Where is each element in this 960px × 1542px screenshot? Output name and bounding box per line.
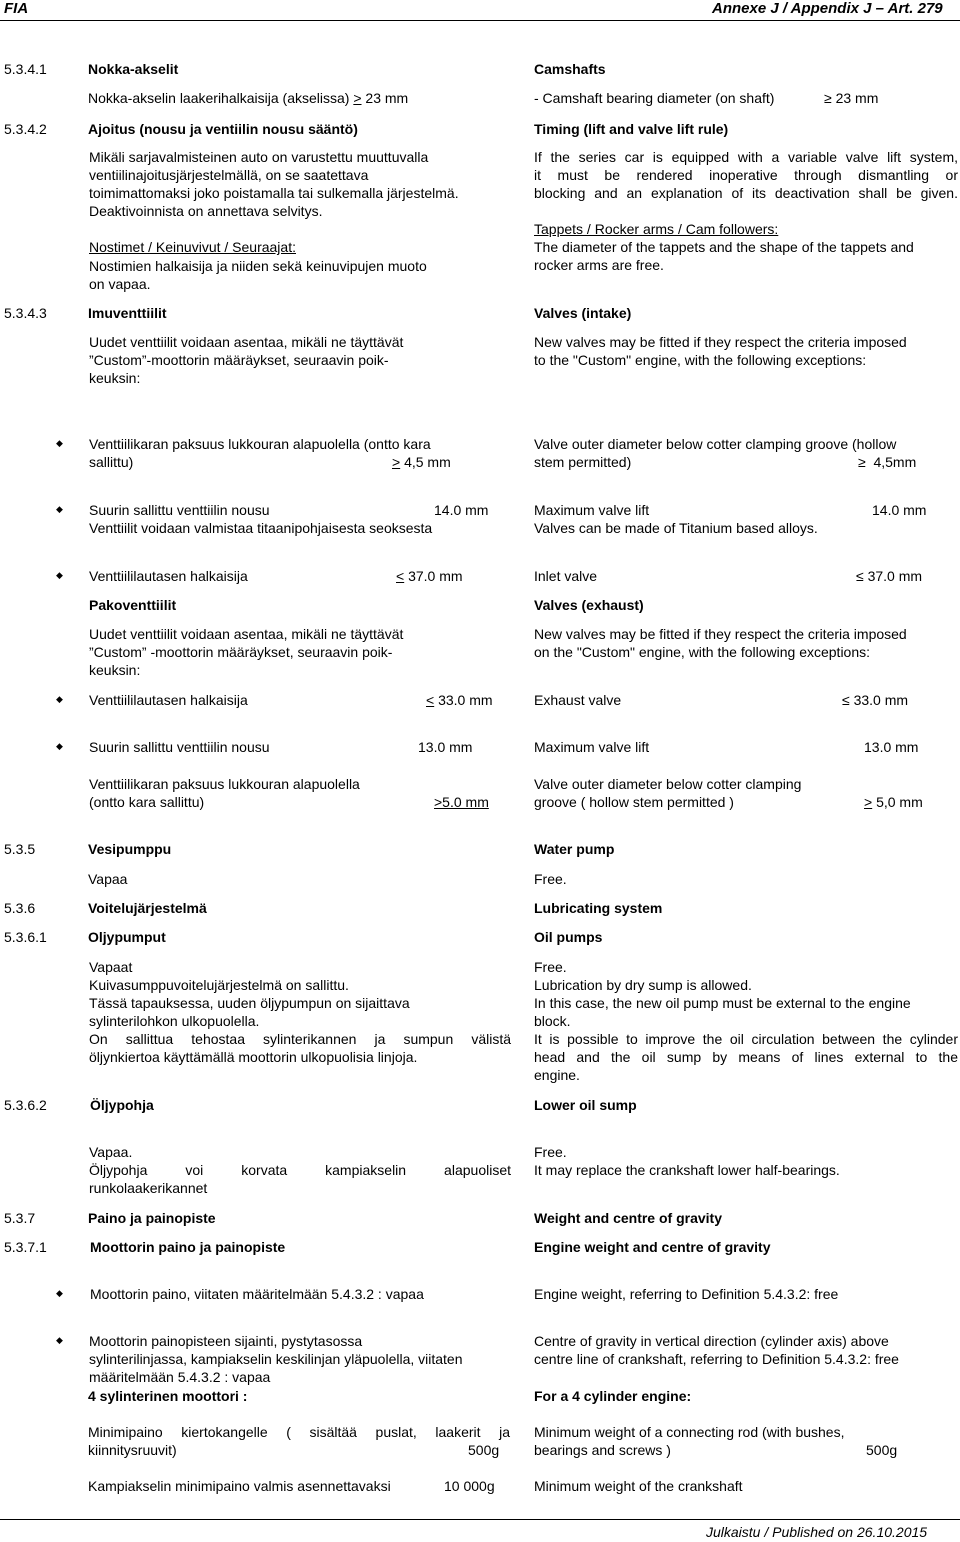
section-number: 5.3.6.1 — [4, 929, 47, 945]
bullet-text-en: Inlet valve — [534, 568, 598, 584]
text-fi: Venttiilit voidaan valmistaa titaanipohjaisesta seoksesta — [89, 520, 433, 536]
text-fi: Nokka-akselin laakerihalkaisija (akselissa) > 23 mm — [88, 90, 409, 106]
value-fi: < 37.0 mm — [396, 568, 463, 584]
section-title-fi: Öljypohja — [90, 1097, 154, 1113]
section-title-fi: Imuventtiilit — [88, 305, 167, 321]
footer-rule — [0, 1519, 960, 1520]
section-title-fi: Paino ja painopiste — [88, 1210, 216, 1226]
section-title-fi: Pakoventtiilit — [89, 597, 177, 613]
section-title-en: Oil pumps — [534, 929, 603, 945]
bullet-text-fi: Venttiililautasen halkaisija — [89, 692, 248, 708]
section-number: 5.3.5 — [4, 841, 36, 857]
section-title-en: Timing (lift and valve lift rule) — [534, 121, 729, 137]
bullet-text-fi: Venttiilikaran paksuus lukkouran alapuolella (ontto kara sallittu) — [89, 436, 431, 470]
paragraph-fi: Mikäli sarjavalmisteinen auto on varustettu muuttuvalla ventiilinajoitusjärjestelmällä, on se saatettava toimimattomaksi joko poistamalla tai sulkemalla järjestelmä. Deaktivoinnista on annettava selvitys. — [89, 149, 459, 219]
bullet-text-en: Valve outer diameter below cotter clamping groove (hollow stem permitted) — [534, 436, 897, 470]
section-title-fi: Oljypumput — [88, 929, 166, 945]
paragraph-fi: Nostimien halkaisija ja niiden sekä keinuvipujen muoto on vapaa. — [89, 258, 427, 292]
text-fi: Vapaa — [88, 871, 128, 887]
value-fi: 10 000g — [444, 1478, 495, 1494]
paragraph-fi: Vapaat Kuivasumppuvoitelujärjestelmä on sallittu. Tässä tapauksessa, uuden öljypumpun on sijaittava sylinterilohkon ulkopuolella. On sallittua tehostaa sylinterikannen ja sumpun välistä öljynkiertoa käyttämällä moottorin ulkopuolisia linjoja. — [89, 959, 511, 1065]
text-en: Free. — [534, 871, 567, 887]
bullet-text-fi: Venttiililautasen halkaisija — [89, 568, 248, 584]
value-en: 14.0 mm — [872, 502, 927, 518]
text-en: - Camshaft bearing diameter (on shaft) — [534, 90, 775, 106]
bullet-text-fi: Suurin sallittu venttiilin nousu — [89, 739, 270, 755]
value-fi: >5.0 mm — [434, 794, 489, 810]
bullet-icon: ◆ — [56, 694, 63, 704]
subheading-en: For a 4 cylinder engine: — [534, 1388, 692, 1404]
header-rule — [0, 20, 960, 21]
value-fi: 13.0 mm — [418, 739, 473, 755]
value-en: ≤ 37.0 mm — [856, 568, 923, 584]
bullet-icon: ◆ — [56, 504, 63, 514]
paragraph-fi: Uudet venttiilit voidaan asentaa, mikäli ne täyttävät ”Custom”-moottorin määräykset, seuraavin poik- keuksin: — [89, 334, 404, 386]
bullet-icon: ◆ — [56, 741, 63, 751]
bullet-icon: ◆ — [56, 1288, 63, 1298]
value-en: > 5,0 mm — [864, 794, 923, 810]
text-en: Valve outer diameter below cotter clamping groove ( hollow stem permitted ) — [534, 776, 802, 810]
bullet-text-en: Maximum valve lift — [534, 739, 650, 755]
value-en: ≥ 23 mm — [824, 90, 879, 106]
bullet-icon: ◆ — [56, 570, 63, 580]
section-number: 5.3.6.2 — [4, 1097, 47, 1113]
section-number: 5.3.4.1 — [4, 61, 47, 77]
bullet-text-fi: Suurin sallittu venttiilin nousu — [89, 502, 270, 518]
header-annex: Annexe J / Appendix J – Art. 279 — [712, 0, 943, 17]
text-fi: Kampiakselin minimipaino valmis asennettavaksi — [88, 1478, 391, 1494]
bullet-text-en: Exhaust valve — [534, 692, 622, 708]
section-title-fi: Vesipumppu — [88, 841, 172, 857]
section-title-en: Valves (exhaust) — [534, 597, 644, 613]
subheading-fi: Nostimet / Keinuvivut / Seuraajat: — [89, 239, 296, 255]
bullet-text-en: Engine weight, referring to Definition 5.4.3.2: free — [534, 1286, 839, 1302]
value-fi: 500g — [468, 1442, 500, 1458]
bullet-text-fi: Moottorin painopisteen sijainti, pystytasossa sylinterilinjassa, kampiakselin keskilinjan yläpuolella, viitaten määritelmään 5.4.3.2 : vapaa — [89, 1333, 463, 1385]
header-fia: FIA — [4, 0, 29, 17]
section-number: 5.3.7.1 — [4, 1239, 47, 1255]
paragraph-fi: Uudet venttiilit voidaan asentaa, mikäli ne täyttävät ”Custom” -moottorin määräykset, seuraavin poik- keuksin: — [89, 626, 404, 678]
bullet-icon: ◆ — [56, 438, 63, 448]
paragraph-en: Free. Lubrication by dry sump is allowed. In this case, the new oil pump must be external to the engine block. It is possible to improve the oil circulation between the cylinder head and the oil sump by means of lines external to the engine. — [534, 959, 958, 1083]
section-number: 5.3.4.2 — [4, 121, 47, 137]
section-title-fi: Nokka-akselit — [88, 61, 179, 77]
paragraph-fi: Vapaa. Öljypohja voi korvata kampiakselin alapuoliset runkolaakerikannet — [89, 1144, 511, 1196]
section-title-en: Camshafts — [534, 61, 606, 77]
paragraph-en: New valves may be fitted if they respect the criteria imposed to the "Custom" engine, with the following exceptions: — [534, 334, 907, 368]
section-title-en: Engine weight and centre of gravity — [534, 1239, 771, 1255]
section-title-en: Valves (intake) — [534, 305, 632, 321]
text-fi: Venttiilikaran paksuus lukkouran alapuolella (ontto kara sallittu) — [89, 776, 360, 810]
text-en: Valves can be made of Titanium based alloys. — [534, 520, 818, 536]
text-en: Minimum weight of a connecting rod (with bushes, bearings and screws ) — [534, 1424, 845, 1458]
section-number: 5.3.4.3 — [4, 305, 47, 321]
bullet-text-en: Maximum valve lift — [534, 502, 650, 518]
section-title-fi: Voitelujärjestelmä — [88, 900, 207, 916]
subheading-fi: 4 sylinterinen moottori : — [88, 1388, 248, 1404]
section-title-fi: Moottorin paino ja painopiste — [90, 1239, 286, 1255]
value-en: ≥ 4,5mm — [858, 454, 917, 470]
subheading-en: Tappets / Rocker arms / Cam followers: — [534, 221, 779, 237]
text-en: Minimum weight of the crankshaft — [534, 1478, 743, 1494]
value-en: 13.0 mm — [864, 739, 919, 755]
bullet-icon: ◆ — [56, 1335, 63, 1345]
section-title-en: Weight and centre of gravity — [534, 1210, 722, 1226]
section-title-en: Lubricating system — [534, 900, 663, 916]
text-fi: Minimipaino kiertokangelle ( sisältää puslat, laakerit ja kiinnitysruuvit) — [88, 1424, 510, 1458]
section-title-en: Water pump — [534, 841, 615, 857]
value-en: ≤ 33.0 mm — [842, 692, 909, 708]
paragraph-en: Free. It may replace the crankshaft lower half-bearings. — [534, 1144, 840, 1178]
section-number: 5.3.6 — [4, 900, 36, 916]
section-title-fi: Ajoitus (nousu ja ventiilin nousu sääntö) — [88, 121, 358, 137]
value-en: 500g — [866, 1442, 898, 1458]
section-title-en: Lower oil sump — [534, 1097, 637, 1113]
bullet-text-fi: Moottorin paino, viitaten määritelmään 5.4.3.2 : vapaa — [90, 1286, 424, 1302]
value-fi: 14.0 mm — [434, 502, 489, 518]
value-fi: < 33.0 mm — [426, 692, 493, 708]
bullet-text-en: Centre of gravity in vertical direction (cylinder axis) above centre line of crankshaft, referring to Definition 5.4.3.2: free — [534, 1333, 899, 1367]
paragraph-en: The diameter of the tappets and the shape of the tappets and rocker arms are free. — [534, 239, 914, 273]
page-header — [0, 0, 960, 20]
footer-published: Julkaistu / Published on 26.10.2015 — [706, 1524, 928, 1540]
paragraph-en: New valves may be fitted if they respect the criteria imposed on the "Custom" engine, with the following exceptions: — [534, 626, 907, 660]
section-number: 5.3.7 — [4, 1210, 36, 1226]
value-fi: > 4,5 mm — [392, 454, 451, 470]
